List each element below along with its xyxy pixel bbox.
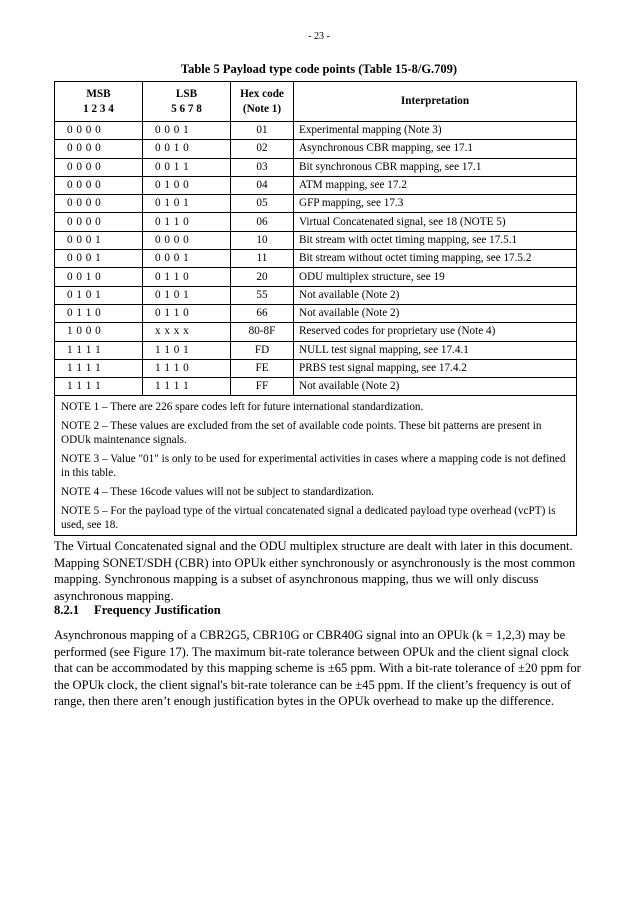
paragraph-frequency-justification: Asynchronous mapping of a CBR2G5, CBR10G or CBR40G signal into an OPUk (k = 1,2,3) may be performed (see Figure 17). The maximum bit-rate tolerance between OPUk and the client signal clock that can be accommodated by this mapping scheme is ±65 ppm. With a bit-rate tolerance of ±20 ppm for the OPUk clock, the client signal's bit-rate tolerance can be ±45 ppm. If the client’s frequency is out of range, then there aren’t enough justification bytes in the OPUk overhead to make up the difference. bbox=[54, 628, 581, 708]
notes-cell bbox=[55, 396, 577, 536]
cell-hex-code: 03 bbox=[231, 158, 294, 176]
table-row bbox=[55, 213, 577, 231]
table-row bbox=[55, 122, 577, 140]
table-row bbox=[55, 286, 577, 304]
cell-lsb: 0 0 0 0 bbox=[143, 231, 231, 249]
note-3: NOTE 3 – Value "01" is only to be used for experimental activities in cases where a mapping code is not defined in this table. bbox=[61, 453, 566, 480]
table-row bbox=[55, 378, 577, 396]
cell-interpretation: Virtual Concatenated signal, see 18 (NOTE 5) bbox=[294, 213, 577, 231]
table-row bbox=[55, 195, 577, 213]
table-row bbox=[55, 158, 577, 176]
cell-msb: 0 1 1 0 bbox=[55, 304, 143, 322]
note-4: NOTE 4 – These 16code values will not be subject to standardization. bbox=[61, 486, 374, 499]
cell-lsb: 0 1 1 0 bbox=[143, 304, 231, 322]
cell-hex-code: 80-8F bbox=[231, 323, 294, 341]
payload-type-table bbox=[54, 81, 577, 536]
cell-interpretation: Experimental mapping (Note 3) bbox=[294, 122, 577, 140]
section-number: 8.2.1 bbox=[54, 603, 80, 617]
cell-msb: 0 0 0 1 bbox=[55, 231, 143, 249]
cell-msb: 1 0 0 0 bbox=[55, 323, 143, 341]
cell-msb: 0 0 1 0 bbox=[55, 268, 143, 286]
cell-msb: 1 1 1 1 bbox=[55, 359, 143, 377]
cell-lsb: 0 0 0 1 bbox=[143, 122, 231, 140]
header-lsb-line1: LSB bbox=[175, 87, 198, 100]
header-msb-line1: MSB bbox=[86, 87, 111, 100]
table-row bbox=[55, 268, 577, 286]
cell-interpretation: Bit stream without octet timing mapping, see 17.5.2 bbox=[294, 250, 577, 268]
header-interpretation: Interpretation bbox=[294, 82, 577, 122]
header-msb-line2: 1 2 3 4 bbox=[83, 102, 114, 115]
cell-lsb: x x x x bbox=[143, 323, 231, 341]
cell-hex-code: FD bbox=[231, 341, 294, 359]
note-2: NOTE 2 – These values are excluded from the set of available code points. These bit patterns are present in ODUk maintenance signals. bbox=[61, 420, 542, 447]
table-row bbox=[55, 359, 577, 377]
cell-interpretation: ATM mapping, see 17.2 bbox=[294, 176, 577, 194]
cell-interpretation: Reserved codes for proprietary use (Note 4) bbox=[294, 323, 577, 341]
cell-hex-code: 01 bbox=[231, 122, 294, 140]
table-row bbox=[55, 323, 577, 341]
cell-hex-code: 66 bbox=[231, 304, 294, 322]
cell-lsb: 0 0 1 0 bbox=[143, 140, 231, 158]
cell-interpretation: ODU multiplex structure, see 19 bbox=[294, 268, 577, 286]
cell-interpretation: Asynchronous CBR mapping, see 17.1 bbox=[294, 140, 577, 158]
cell-interpretation: Bit stream with octet timing mapping, see 17.5.1 bbox=[294, 231, 577, 249]
header-hex bbox=[231, 82, 294, 122]
cell-lsb: 0 1 0 1 bbox=[143, 286, 231, 304]
table-body bbox=[55, 122, 577, 536]
cell-lsb: 0 1 0 1 bbox=[143, 195, 231, 213]
table-row bbox=[55, 250, 577, 268]
cell-lsb: 1 1 0 1 bbox=[143, 341, 231, 359]
cell-lsb: 0 0 1 1 bbox=[143, 158, 231, 176]
cell-interpretation: GFP mapping, see 17.3 bbox=[294, 195, 577, 213]
table-row bbox=[55, 140, 577, 158]
cell-interpretation: Bit synchronous CBR mapping, see 17.1 bbox=[294, 158, 577, 176]
table-caption: Table 5 Payload type code points (Table 15-8/G.709) bbox=[180, 62, 458, 76]
cell-lsb: 1 1 1 1 bbox=[143, 378, 231, 396]
paragraph-intro: The Virtual Concatenated signal and the ODU multiplex structure are dealt with later in this document. Mapping SONET/SDH (CBR) into OPUk either synchronously or asynchronously is the most common mapping. Synchronous mapping is a subset of asynchronous mapping, thus we will only discuss asynchronous mapping. bbox=[54, 539, 576, 603]
cell-lsb: 1 1 1 0 bbox=[143, 359, 231, 377]
cell-lsb: 0 1 1 0 bbox=[143, 268, 231, 286]
cell-lsb: 0 1 1 0 bbox=[143, 213, 231, 231]
table-row bbox=[55, 231, 577, 249]
cell-msb: 0 0 0 0 bbox=[55, 213, 143, 231]
cell-msb: 0 0 0 0 bbox=[55, 176, 143, 194]
cell-interpretation: Not available (Note 2) bbox=[294, 304, 577, 322]
cell-interpretation: Not available (Note 2) bbox=[294, 378, 577, 396]
cell-lsb: 0 0 0 1 bbox=[143, 250, 231, 268]
note-1: NOTE 1 – There are 226 spare codes left for future international standardization. bbox=[61, 401, 424, 414]
header-hex-line2: (Note 1) bbox=[242, 102, 282, 115]
cell-hex-code: 02 bbox=[231, 140, 294, 158]
table-header-row bbox=[55, 82, 577, 122]
cell-msb: 1 1 1 1 bbox=[55, 378, 143, 396]
cell-hex-code: 20 bbox=[231, 268, 294, 286]
table-row bbox=[55, 176, 577, 194]
cell-msb: 0 0 0 0 bbox=[55, 195, 143, 213]
header-lsb bbox=[143, 82, 231, 122]
cell-interpretation: PRBS test signal mapping, see 17.4.2 bbox=[294, 359, 577, 377]
cell-lsb: 0 1 0 0 bbox=[143, 176, 231, 194]
header-msb bbox=[55, 82, 143, 122]
cell-hex-code: 11 bbox=[231, 250, 294, 268]
cell-hex-code: 55 bbox=[231, 286, 294, 304]
table-row bbox=[55, 341, 577, 359]
header-hex-line1: Hex code bbox=[240, 87, 284, 100]
cell-msb: 0 0 0 0 bbox=[55, 122, 143, 140]
cell-hex-code: FF bbox=[231, 378, 294, 396]
cell-hex-code: FE bbox=[231, 359, 294, 377]
cell-msb: 0 0 0 0 bbox=[55, 140, 143, 158]
cell-msb: 1 1 1 1 bbox=[55, 341, 143, 359]
cell-interpretation: NULL test signal mapping, see 17.4.1 bbox=[294, 341, 577, 359]
cell-msb: 0 0 0 0 bbox=[55, 158, 143, 176]
header-lsb-line2: 5 6 7 8 bbox=[171, 102, 202, 115]
table-row bbox=[55, 304, 577, 322]
note-5: NOTE 5 – For the payload type of the virtual concatenated signal a dedicated payload type overhead (vcPT) is used, see 18. bbox=[61, 505, 556, 532]
cell-hex-code: 04 bbox=[231, 176, 294, 194]
cell-msb: 0 1 0 1 bbox=[55, 286, 143, 304]
cell-hex-code: 10 bbox=[231, 231, 294, 249]
cell-hex-code: 05 bbox=[231, 195, 294, 213]
cell-hex-code: 06 bbox=[231, 213, 294, 231]
cell-msb: 0 0 0 1 bbox=[55, 250, 143, 268]
section-heading bbox=[54, 603, 221, 618]
section-title: Frequency Justification bbox=[94, 603, 221, 617]
cell-interpretation: Not available (Note 2) bbox=[294, 286, 577, 304]
notes-row bbox=[55, 396, 577, 536]
page-number: - 23 - bbox=[308, 31, 330, 42]
